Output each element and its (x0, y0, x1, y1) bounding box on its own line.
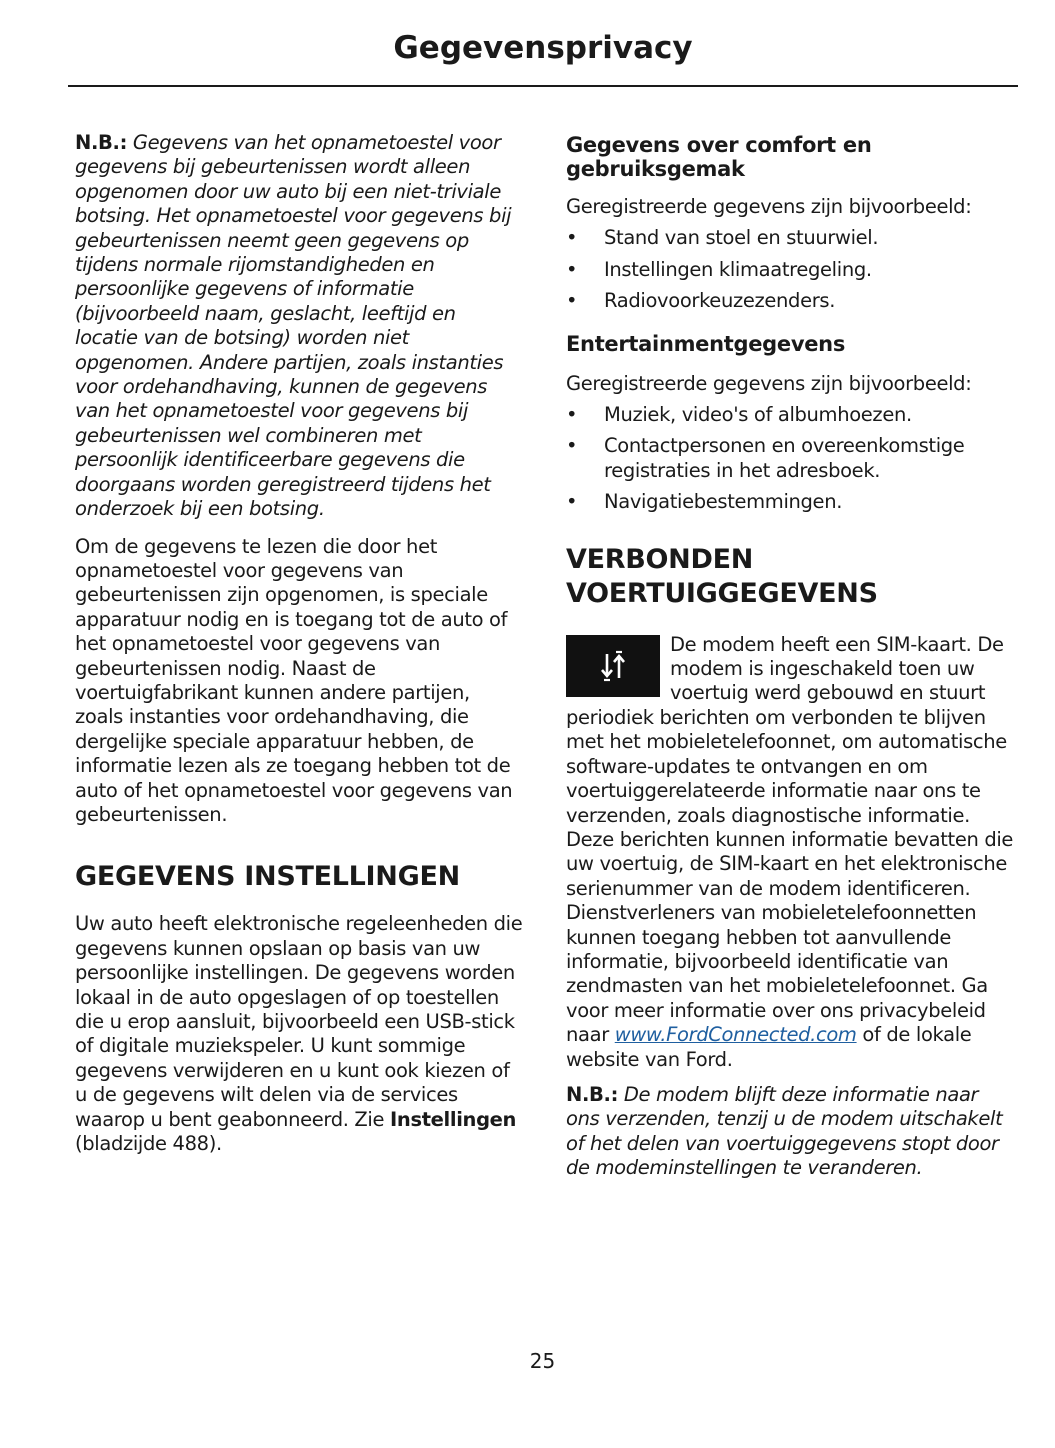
list-item-text: Instellingen klimaatregeling. (604, 257, 872, 281)
bullet: • (566, 226, 578, 250)
nb-note-recorder (75, 131, 523, 522)
nb-label: N.B.: (75, 131, 128, 154)
list-item-text: Radiovoorkeuzezenders. (604, 289, 836, 313)
settings-heading: GEGEVENS INSTELLINGEN (75, 861, 460, 893)
list-item-text: Contactpersonen en overeenkomstige registraties in het adresboek. (604, 434, 965, 482)
settings-paragraph (75, 912, 523, 1156)
list-item-text: Muziek, video's of albumhoezen. (604, 403, 912, 427)
modem-after-link: of de lokale website van Ford. (566, 1023, 972, 1071)
list-item (566, 258, 1016, 282)
bullet: • (566, 434, 578, 458)
list-item (566, 289, 1016, 313)
nb-note-modem (566, 1083, 1016, 1181)
nb-text: Gegevens van het opnametoestel voor gegevens bij gebeurtenissen wordt alleen opgenomen door uw auto bij een niet-triviale botsing. Het opnametoestel voor gegevens bij gebeurtenissen neemt geen gegevens op tijdens normale rijomstandigheden en persoonlijke gegevens of informatie (bijvoorbeeld naam, geslacht, leeftijd en locatie van de botsing) worden niet opgenomen. Andere partijen, zoals instanties voor ordehandhaving, kunnen de gegevens van het opnametoestel voor gegevens bij gebeurtenissen wel combineren met persoonlijk identificeerbare gegevens die doorgaans worden geregistreerd tijdens het onderzoek bij een botsing. (75, 131, 512, 521)
left-column (75, 131, 523, 1156)
modem-paragraph (566, 633, 1016, 1072)
connected-heading-line-2: VOERTUIGGEGEVENS (566, 577, 878, 609)
list-item-text: Stand van stoel en stuurwiel. (604, 226, 879, 250)
header-rule (68, 85, 1018, 87)
list-item (566, 226, 1016, 250)
comfort-list (566, 226, 1016, 313)
entertainment-heading: Entertainmentgegevens (566, 331, 846, 356)
list-item (566, 434, 1016, 483)
modem-block (566, 633, 1016, 1072)
modem-text: De modem heeft een SIM-kaart. De modem is ingeschakeld toen uw voertuig werd gebouwd en stuurt periodiek berichten om verbonden te blijven met het mobieletelefoonnet, om automatische software-updates te ontvangen en om voertuiggerelateerde informatie naar ons te verzenden, zoals diagnostische informatie. Deze berichten kunnen informatie bevatten die uw voertuig, de SIM-kaart en het elektronische serienummer van de modem identificeren. Dienstverleners van mobieletelefoonnetten kunnen toegang hebben tot aanvullende informatie, bijvoorbeeld identificatie van zendmasten van het mobieletelefoonnet. Ga voor meer informatie over ons privacybeleid naar (566, 632, 1014, 1047)
entertainment-list (566, 403, 1016, 515)
right-column (566, 131, 1016, 1181)
nb-text: De modem blijft deze informatie naar ons verzenden, tenzij u de modem uitschakelt of het delen van voertuiggegevens stopt door de modeminstellingen te veranderen. (566, 1082, 1003, 1180)
bullet: • (566, 289, 578, 313)
page-title: Gegevensprivacy (393, 30, 693, 66)
entertainment-intro: Geregistreerde gegevens zijn bijvoorbeeld: (566, 371, 972, 395)
settings-reference-link[interactable]: Instellingen (390, 1107, 517, 1131)
data-transfer-icon (566, 635, 660, 697)
read-data-paragraph: Om de gegevens te lezen die door het opnametoestel voor gegevens van gebeurtenissen zijn opgenomen, is speciale apparatuur nodig en is toegang tot de auto of het opnametoestel voor gegevens van gebeurtenissen nodig. Naast de voertuigfabrikant kunnen andere partijen, zoals instanties voor ordehandhaving, die dergelijke speciale apparatuur hebben, de informatie lezen als ze toegang hebben tot de auto of het opnametoestel voor gegevens van gebeurtenissen. (75, 534, 513, 826)
bullet: • (566, 490, 578, 514)
fordconnected-link[interactable]: www.FordConnected.com (614, 1023, 857, 1047)
list-item (566, 490, 1016, 514)
bullet: • (566, 403, 578, 427)
connected-heading (566, 543, 1016, 611)
list-item (566, 403, 1016, 427)
page-header (68, 30, 1018, 66)
page-number: 25 (529, 1349, 556, 1373)
nb-label: N.B.: (566, 1082, 619, 1106)
settings-page-ref: (bladzijde 488). (75, 1132, 222, 1156)
comfort-heading: Gegevens over comfort en gebruiksgemak (566, 133, 872, 181)
settings-text: Uw auto heeft elektronische regeleenheden die gegevens kunnen opslaan op basis van uw persoonlijke instellingen. De gegevens worden lokaal in de auto opgeslagen of op toestellen die u erop aansluit, bijvoorbeeld een USB-stick of digitale muziekspeler. U kunt sommige gegevens verwijderen en u kunt ook kiezen of u de gegevens wilt delen via de services waarop u bent geabonneerd. Zie (75, 912, 523, 1131)
bullet: • (566, 257, 578, 281)
comfort-intro: Geregistreerde gegevens zijn bijvoorbeeld: (566, 195, 972, 218)
list-item-text: Navigatiebestemmingen. (604, 490, 843, 514)
connected-heading-line-1: VERBONDEN (566, 543, 754, 575)
